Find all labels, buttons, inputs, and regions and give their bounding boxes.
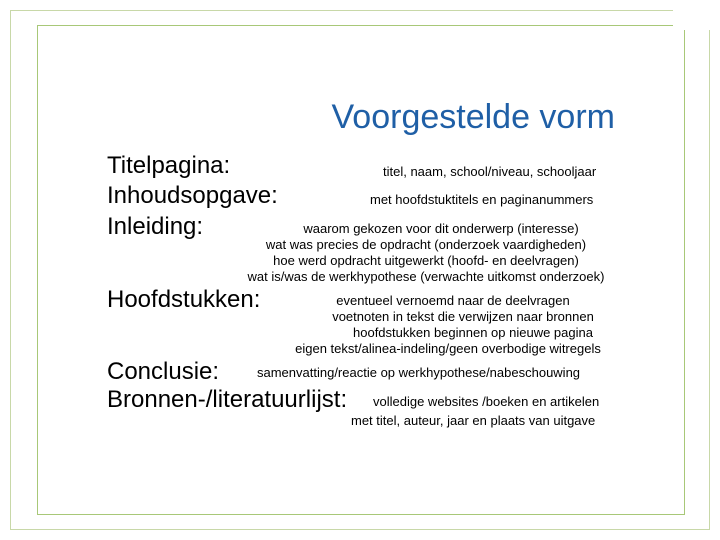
desc-line: wat is/was de werkhypothese (verwachte uitkomst onderzoek) [247,269,605,284]
desc-line: waarom gekozen voor dit onderwerp (interesse) [303,221,579,236]
desc-hoofdstukken [268,293,628,357]
slide-title: Voorgestelde vorm [331,98,615,136]
desc-bronnen-line-2: met titel, auteur, jaar en plaats van uitgave [351,413,596,428]
desc-conclusie: samenvatting/reactie op werkhypothese/nabeschouwing [257,365,581,380]
label-inhoudsopgave: Inhoudsopgave: [107,182,278,209]
desc-line: hoofdstukken beginnen op nieuwe pagina [353,325,593,340]
desc-titelpagina: titel, naam, school/niveau, schooljaar [383,164,597,179]
label-titelpagina: Titelpagina: [107,152,231,179]
desc-inleiding [220,221,632,285]
label-hoofdstukken: Hoofdstukken: [107,286,261,313]
desc-line: voetnoten in tekst die verwijzen naar bronnen [332,309,594,324]
corner-notch [673,10,710,30]
desc-line: eventueel vernoemd naar de deelvragen [336,293,570,308]
desc-line: eigen tekst/alinea-indeling/geen overbodige witregels [295,341,601,356]
desc-line: wat was precies de opdracht (onderzoek vaardigheden) [265,237,587,252]
desc-line: hoe werd opdracht uitgewerkt (hoofd- en deelvragen) [273,253,579,268]
desc-inhoudsopgave: met hoofdstuktitels en paginanummers [370,192,594,207]
desc-bronnen-line-1: volledige websites /boeken en artikelen [373,394,600,409]
label-bronnen: Bronnen-/literatuurlijst: [107,386,348,413]
label-inleiding: Inleiding: [107,213,204,240]
label-conclusie: Conclusie: [107,358,220,385]
